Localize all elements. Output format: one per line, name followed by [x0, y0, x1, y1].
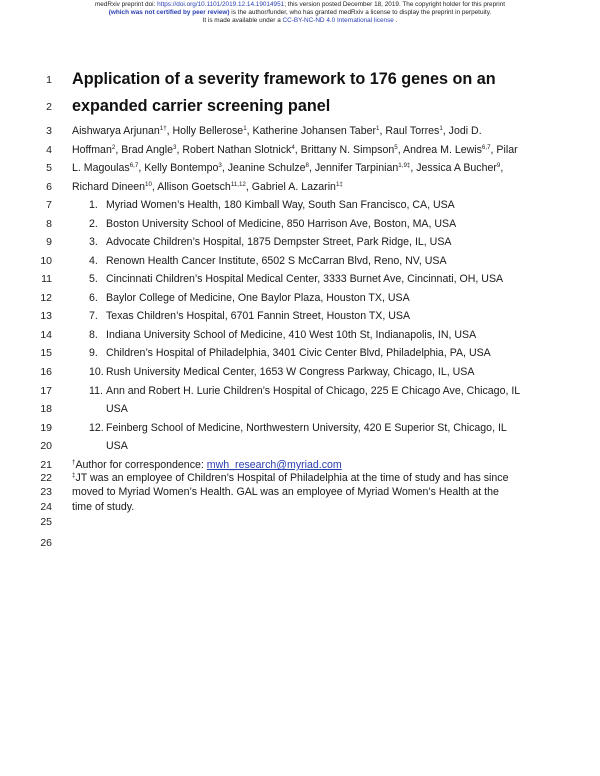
- affiliation-number: 2.: [89, 218, 98, 230]
- line-number: 14: [40, 329, 52, 341]
- affiliation-number: 6.: [89, 292, 98, 304]
- affiliation-number: 7.: [89, 310, 98, 322]
- line-number: 19: [40, 422, 52, 434]
- affiliation-number: 1.: [89, 199, 98, 211]
- affiliation-text-continued: USA: [106, 403, 128, 415]
- affiliation-number: 12.: [89, 422, 104, 434]
- doi-link[interactable]: https://doi.org/10.1101/2019.12.14.19014951: [157, 1, 285, 8]
- affiliation-text: Myriad Women’s Health, 180 Kimball Way, South San Francisco, CA, USA: [106, 199, 455, 211]
- affiliation-number: 10.: [89, 366, 104, 378]
- line-number: 15: [40, 347, 52, 359]
- affiliation-text: Baylor College of Medicine, One Baylor Plaza, Houston TX, USA: [106, 292, 410, 304]
- line-number: 6: [46, 181, 52, 193]
- line-number: 4: [46, 144, 52, 156]
- line-number: 18: [40, 403, 52, 415]
- line-number: 5: [46, 162, 52, 174]
- affiliation-text: Boston University School of Medicine, 850 Harrison Ave, Boston, MA, USA: [106, 218, 457, 230]
- paper-title-line-1: Application of a severity framework to 176 genes on an: [72, 70, 496, 88]
- affiliation-text: Advocate Children’s Hospital, 1875 Dempster Street, Park Ridge, IL, USA: [106, 236, 452, 248]
- line-number: 20: [40, 440, 52, 452]
- author-line: L. Magoulas$^{6,7}$, Kelly Bontempo$^3$, Jeanine Schulze$^8$, Jennifer Tarpinian$^{1,9\ddagger}$, Jessica A Bucher$^9$,: [72, 162, 504, 174]
- affiliation-text: Ann and Robert H. Lurie Children’s Hospital of Chicago, 225 E Chicago Ave, Chicago, IL: [106, 385, 521, 397]
- affiliation-number: 5.: [89, 273, 98, 285]
- line-number: 1: [46, 74, 52, 86]
- affiliation-text: Children’s Hospital of Philadelphia, 3401 Civic Center Blvd, Philadelphia, PA, USA: [106, 347, 491, 359]
- line-number: 16: [40, 366, 52, 378]
- author-statement-line: time of study.: [72, 501, 135, 513]
- line-number: 13: [40, 310, 52, 322]
- line-number: 21: [40, 459, 52, 471]
- license-link[interactable]: CC-BY-NC-ND 4.0 International license: [282, 17, 394, 24]
- affiliation-text: Indiana University School of Medicine, 410 West 10th St, Indianapolis, IN, USA: [106, 329, 477, 341]
- line-number: 23: [40, 486, 52, 498]
- affiliation-number: 3.: [89, 236, 98, 248]
- author-statement-line: moved to Myriad Women’s Health. GAL was an employee of Myriad Women’s Health at the: [72, 486, 499, 498]
- author-line: Hoffman$^2$, Brad Angle$^3$, Robert Nathan Slotnick$^4$, Brittany N. Simpson$^5$, Andrea M. Lewis$^{6,7}$, Pilar: [72, 144, 518, 156]
- line-number: 11: [41, 273, 52, 285]
- line-number: 12: [40, 292, 52, 304]
- author-line: Aishwarya Arjunan$^{1\dagger}$, Holly Bellerose$^1$, Katherine Johansen Taber$^1$, Raul Torres$^1$, Jodi D.: [72, 125, 482, 137]
- affiliation-number: 4.: [89, 255, 98, 267]
- line-number: 24: [40, 501, 52, 513]
- affiliation-number: 8.: [89, 329, 98, 341]
- correspondence-email-link[interactable]: mwh_research@myriad.com: [206, 459, 342, 471]
- line-number: 26: [40, 537, 52, 549]
- author-line: Richard Dineen$^{10}$, Allison Goetsch$^{11,12}$, Gabriel A. Lazarin$^{1\ddagger}$: [72, 181, 343, 193]
- affiliation-number: 9.: [89, 347, 98, 359]
- line-number: 2: [46, 101, 52, 113]
- line-number: 3: [46, 125, 52, 137]
- affiliation-text: Feinberg School of Medicine, Northwestern University, 420 E Superior St, Chicago, IL: [106, 422, 507, 434]
- line-number: 8: [46, 218, 52, 230]
- affiliation-text: Rush University Medical Center, 1653 W Congress Parkway, Chicago, IL, USA: [106, 366, 475, 378]
- preprint-header-line-3: It is made available under a CC-BY-NC-ND 4.0 International license .: [202, 17, 398, 24]
- affiliation-text: Texas Children’s Hospital, 6701 Fannin Street, Houston TX, USA: [106, 310, 411, 322]
- affiliation-number: 11.: [89, 385, 103, 397]
- affiliation-text-continued: USA: [106, 440, 128, 452]
- affiliation-text: Renown Health Cancer Institute, 6502 S McCarran Blvd, Reno, NV, USA: [106, 255, 447, 267]
- author-statement-line: ‡JT was an employee of Children’s Hospital of Philadelphia at the time of study and has since: [72, 472, 509, 484]
- line-number: 17: [40, 385, 52, 397]
- preprint-header-line-1: medRxiv preprint doi: https://doi.org/10.1101/2019.12.14.19014951; this version posted December 18, 2019. The copyright holder for this preprint: [94, 1, 506, 8]
- line-number: 22: [40, 472, 52, 484]
- paper-title-line-2: expanded carrier screening panel: [72, 97, 331, 115]
- preprint-header-line-2: (which was not certified by peer review) is the author/funder, who has granted medRxiv a license to display the preprint in perpetuity.: [108, 9, 492, 16]
- line-number: 9: [46, 236, 52, 248]
- correspondence-note: †Author for correspondence: mwh_research@myriad.com: [72, 459, 342, 471]
- affiliation-text: Cincinnati Children’s Hospital Medical Center, 3333 Burnet Ave, Cincinnati, OH, USA: [106, 273, 504, 285]
- line-number: 7: [46, 199, 52, 211]
- line-number: 25: [40, 516, 52, 528]
- line-number: 10: [40, 255, 52, 267]
